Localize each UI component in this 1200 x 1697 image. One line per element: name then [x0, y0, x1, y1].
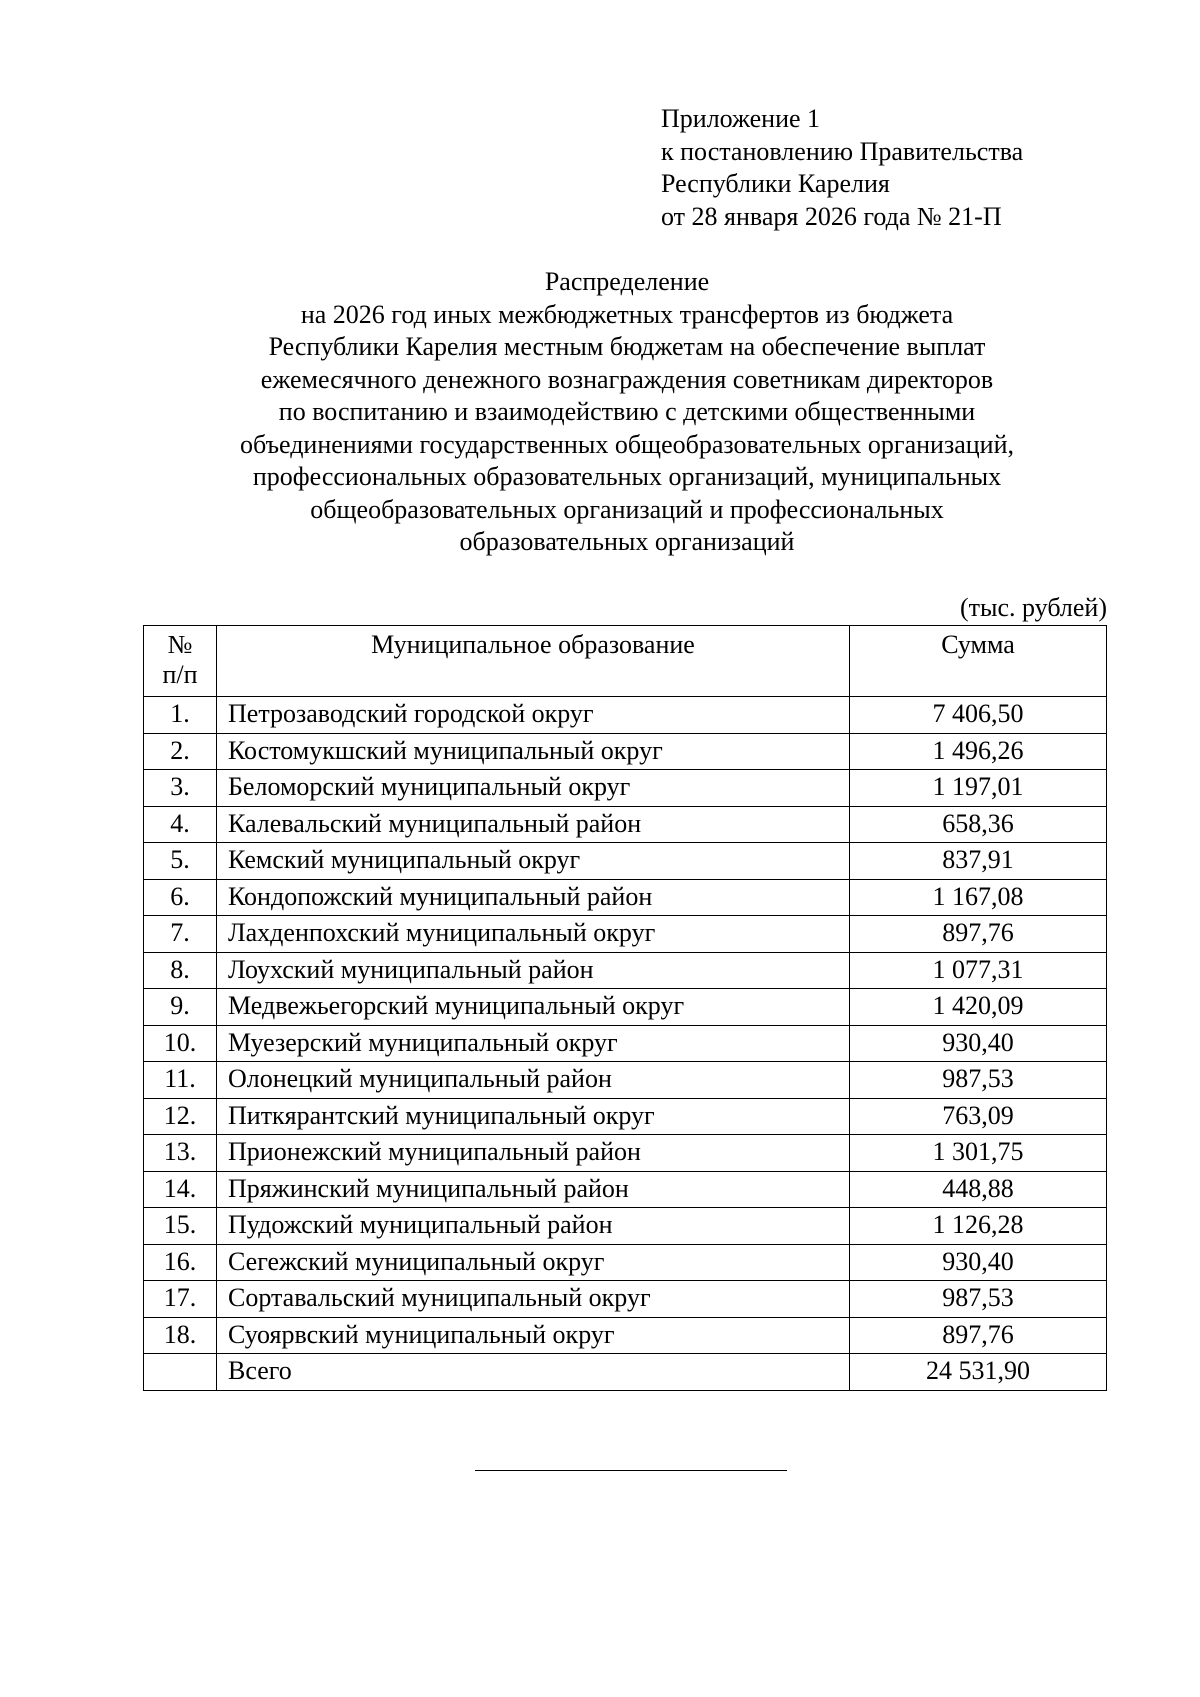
- row-sum: 7 406,50: [850, 697, 1107, 734]
- row-sum: 897,76: [850, 916, 1107, 953]
- row-number: 11.: [144, 1062, 217, 1099]
- row-municipality: Кемский муниципальный округ: [217, 843, 850, 880]
- row-sum: 897,76: [850, 1317, 1107, 1354]
- row-sum: 987,53: [850, 1062, 1107, 1099]
- title-line: по воспитанию и взаимодействию с детскими общественными: [278, 397, 976, 426]
- title-line: образовательных организаций: [459, 527, 795, 556]
- row-number: 8.: [144, 952, 217, 989]
- table-row: [144, 843, 1107, 880]
- row-municipality: Прионежский муниципальный район: [217, 1135, 850, 1172]
- row-number: 5.: [144, 843, 217, 880]
- row-sum: 1 301,75: [850, 1135, 1107, 1172]
- table-row: [144, 1135, 1107, 1172]
- row-sum: 930,40: [850, 1244, 1107, 1281]
- row-sum: 1 126,28: [850, 1208, 1107, 1245]
- row-number: 14.: [144, 1171, 217, 1208]
- table-row: [144, 1062, 1107, 1099]
- total-label: Всего: [217, 1354, 850, 1391]
- table-row: [144, 1098, 1107, 1135]
- row-sum: 987,53: [850, 1281, 1107, 1318]
- row-municipality: Кондопожский муниципальный район: [217, 879, 850, 916]
- row-sum: 1 496,26: [850, 733, 1107, 770]
- row-number: 10.: [144, 1025, 217, 1062]
- row-sum: 448,88: [850, 1171, 1107, 1208]
- row-number: 16.: [144, 1244, 217, 1281]
- table-row: [144, 1171, 1107, 1208]
- row-municipality: Петрозаводский городской округ: [217, 697, 850, 734]
- header-sum: Сумма: [850, 626, 1107, 697]
- row-municipality: Пряжинский муниципальный район: [217, 1171, 850, 1208]
- row-number: 1.: [144, 697, 217, 734]
- row-municipality: Питкярантский муниципальный округ: [217, 1098, 850, 1135]
- row-sum: 1 197,01: [850, 770, 1107, 807]
- signature-line: [475, 1470, 787, 1471]
- row-number: 9.: [144, 989, 217, 1026]
- table-row: [144, 1208, 1107, 1245]
- header-num-line2: п/п: [162, 660, 198, 689]
- annex-line: Республики Карелия: [661, 169, 890, 198]
- row-number: 3.: [144, 770, 217, 807]
- annex-line: к постановлению Правительства: [661, 136, 1024, 166]
- annex-line: Приложение 1: [661, 104, 821, 133]
- row-municipality: Лоухский муниципальный район: [217, 952, 850, 989]
- table-row: [144, 697, 1107, 734]
- row-sum: 658,36: [850, 806, 1107, 843]
- title-line: ежемесячного денежного вознаграждения советникам директоров: [260, 364, 994, 394]
- row-number: 12.: [144, 1098, 217, 1135]
- table-row: [144, 1244, 1107, 1281]
- title-line: общеобразовательных организаций и профессиональных: [310, 494, 944, 524]
- table-row: [144, 806, 1107, 843]
- row-number: 6.: [144, 879, 217, 916]
- row-number: 18.: [144, 1317, 217, 1354]
- table-row: [144, 952, 1107, 989]
- distribution-table: [143, 625, 1107, 1391]
- header-num-line1: №: [167, 630, 193, 659]
- row-municipality: Калевальский муниципальный район: [217, 806, 850, 843]
- row-sum: 837,91: [850, 843, 1107, 880]
- table-row: [144, 1025, 1107, 1062]
- document-title: [160, 266, 1094, 559]
- table-row: [144, 1281, 1107, 1318]
- annex-header: [661, 103, 1023, 233]
- row-municipality: Беломорский муниципальный округ: [217, 770, 850, 807]
- row-municipality: Сортавальский муниципальный округ: [217, 1281, 850, 1318]
- row-municipality: Пудожский муниципальный район: [217, 1208, 850, 1245]
- row-municipality: Суоярвский муниципальный округ: [217, 1317, 850, 1354]
- total-sum: 24 531,90: [850, 1354, 1107, 1391]
- row-municipality: Муезерский муниципальный округ: [217, 1025, 850, 1062]
- row-municipality: Лахденпохский муниципальный округ: [217, 916, 850, 953]
- title-line: объединениями государственных общеобразовательных организаций,: [239, 429, 1014, 459]
- table-row: [144, 916, 1107, 953]
- row-sum: 763,09: [850, 1098, 1107, 1135]
- table-header-row: [144, 626, 1107, 697]
- row-municipality: Олонецкий муниципальный район: [217, 1062, 850, 1099]
- row-sum: 930,40: [850, 1025, 1107, 1062]
- unit-label: (тыс. рублей): [959, 593, 1107, 622]
- header-num: [144, 626, 217, 697]
- table-row: [144, 770, 1107, 807]
- total-number: [144, 1354, 217, 1391]
- table-row: [144, 733, 1107, 770]
- title-line: Республики Карелия местным бюджетам на обеспечение выплат: [268, 332, 986, 361]
- table-row: [144, 879, 1107, 916]
- title-line: профессиональных образовательных организаций, муниципальных: [252, 462, 1002, 491]
- table-row: [144, 989, 1107, 1026]
- row-number: 15.: [144, 1208, 217, 1245]
- row-number: 17.: [144, 1281, 217, 1318]
- row-number: 4.: [144, 806, 217, 843]
- annex-line: от 28 января 2026 года № 21-П: [661, 201, 1002, 231]
- title-line: Распределение: [544, 267, 710, 296]
- row-sum: 1 420,09: [850, 989, 1107, 1026]
- title-line: на 2026 год иных межбюджетных трансфертов из бюджета: [300, 299, 954, 329]
- row-number: 7.: [144, 916, 217, 953]
- table-row: [144, 1317, 1107, 1354]
- header-name: Муниципальное образование: [217, 626, 850, 697]
- row-number: 13.: [144, 1135, 217, 1172]
- row-number: 2.: [144, 733, 217, 770]
- total-row: [144, 1354, 1107, 1391]
- row-sum: 1 167,08: [850, 879, 1107, 916]
- row-sum: 1 077,31: [850, 952, 1107, 989]
- row-municipality: Костомукшский муниципальный округ: [217, 733, 850, 770]
- row-municipality: Медвежьегорский муниципальный округ: [217, 989, 850, 1026]
- row-municipality: Сегежский муниципальный округ: [217, 1244, 850, 1281]
